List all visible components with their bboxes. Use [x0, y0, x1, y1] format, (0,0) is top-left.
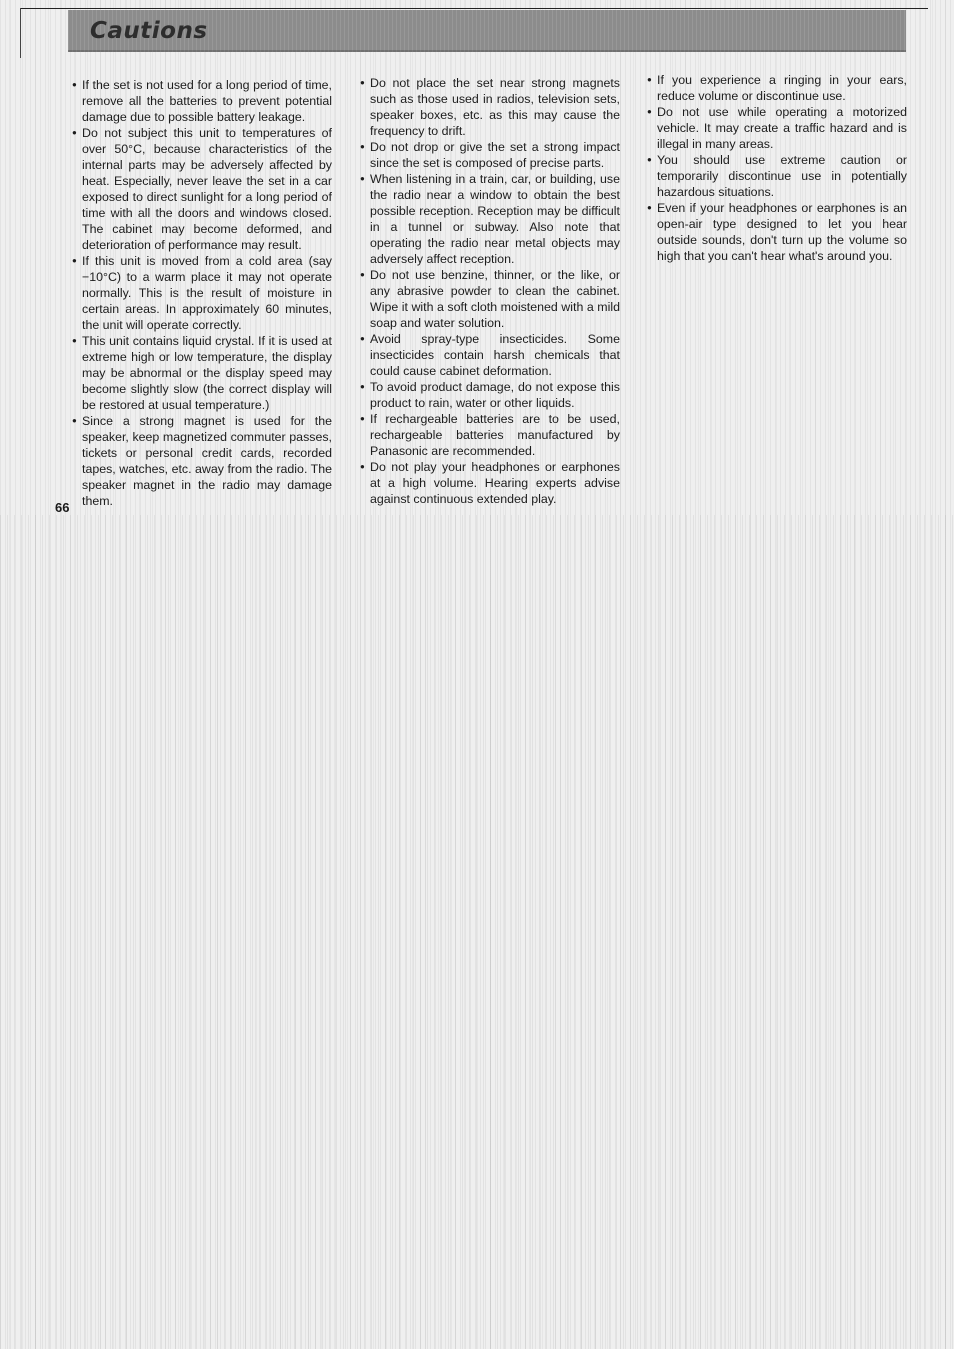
header-bar [68, 10, 906, 52]
page-number: 66 [55, 500, 70, 515]
column-3 [647, 72, 907, 264]
left-rule [20, 8, 21, 58]
caution-item: ● If this unit is moved from a cold area (say −10°C) to a warm place it may not operate normally. This is the result of moisture in certain areas. In approximately 60 minutes, the unit will operate correctly. [72, 253, 332, 333]
caution-item: ● Do not drop or give the set a strong impact since the set is composed of precise parts. [360, 139, 620, 171]
caution-item: ● If you experience a ringing in your ears, reduce volume or discontinue use. [647, 72, 907, 104]
top-rule [20, 8, 928, 9]
column-2 [360, 75, 620, 507]
column-1 [72, 77, 332, 509]
caution-item: ● Since a strong magnet is used for the speaker, keep magnetized commuter passes, tickets or personal credit cards, recorded tapes, watches, etc. away from the radio. The speaker magnet in the radio may damage them. [72, 413, 332, 509]
caution-item: ● Do not play your headphones or earphones at a high volume. Hearing experts advise against continuous extended play. [360, 459, 620, 507]
caution-item: ● If the set is not used for a long period of time, remove all the batteries to prevent potential damage due to possible battery leakage. [72, 77, 332, 125]
caution-item: ● To avoid product damage, do not expose this product to rain, water or other liquids. [360, 379, 620, 411]
caution-item: ● This unit contains liquid crystal. If it is used at extreme high or low temperature, the display may be abnormal or the display speed may become slightly slow (the correct display will be restored at usual temperature.) [72, 333, 332, 413]
caution-item: ● Do not place the set near strong magnets such as those used in radios, television sets, speaker boxes, etc. as this may cause the frequency to drift. [360, 75, 620, 139]
caution-item: ● You should use extreme caution or temporarily discontinue use in potentially hazardous situations. [647, 152, 907, 200]
caution-item: ● When listening in a train, car, or building, use the radio near a window to obtain the best possible reception. Reception may be difficult in a tunnel or subway. Also note that operating the radio near metal objects may adversely affect reception. [360, 171, 620, 267]
scan-texture [0, 515, 954, 1349]
caution-item: ● Do not use while operating a motorized vehicle. It may create a traffic hazard and is illegal in many areas. [647, 104, 907, 152]
caution-item: ● Even if your headphones or earphones is an open-air type designed to let you hear outside sounds, don't turn up the volume so high that you can't hear what's around you. [647, 200, 907, 264]
caution-item: ● Avoid spray-type insecticides. Some insecticides contain harsh chemicals that could cause cabinet deformation. [360, 331, 620, 379]
caution-item: ● Do not subject this unit to temperatures of over 50°C, because characteristics of the internal parts may be adversely affected by heat. Especially, never leave the set in a car exposed to direct sunlight for a long period of time with all the doors and windows closed. The cabinet may become deformed, and deterioration of performance may result. [72, 125, 332, 253]
page-title: Cautions [90, 18, 208, 44]
caution-item: ● If rechargeable batteries are to be used, rechargeable batteries manufactured by Panasonic are recommended. [360, 411, 620, 459]
caution-item: ● Do not use benzine, thinner, or the like, or any abrasive powder to clean the cabinet. Wipe it with a soft cloth moistened with a mild soap and water solution. [360, 267, 620, 331]
